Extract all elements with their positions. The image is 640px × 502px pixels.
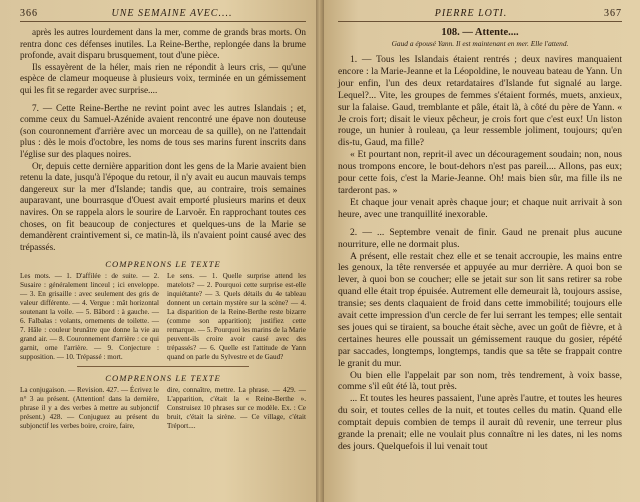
right-para-3: Et chaque jour venait après chaque jour; et chaque nuit arrivait à son heure, avec une tranquillité inexorable. bbox=[338, 196, 622, 220]
left-para-1: après les autres lourdement dans la mer, comme de grands bras morts. On rentra donc ces défenses inutiles. La Reine-Berthe, replongée dans la brume profonde, avait disparu brusquement, tout d'une pièce. bbox=[20, 27, 306, 61]
left-running-head bbox=[20, 8, 306, 22]
right-para-7: ... Et toutes les heures passaient, l'une après l'autre, et toutes les heures du soir, et toutes celles de la nuit, et toutes celles du matin. Quand elle comptait depuis combien de temps il aurait dû revenir, une terreur plus grande la prenait; elle ne voulait plus connaître ni les dates, ni les noms des jours. Quelquefois il lui venait tout bbox=[338, 393, 622, 452]
book-gutter bbox=[316, 0, 324, 502]
exercises-columns-1 bbox=[20, 272, 306, 362]
right-para-5: A présent, elle restait chez elle et se tenait accroupie, les mains entre les genoux, la tête renversée et appuyée au mur derrière. A quoi bon se lever, à quoi bon se coucher; elle se jetait sur son lit sans retirer sa robe quand elle était trop épuisée. Autrement elle demeurait là, toujours assise, transie; ses dents claquaient de froid dans cette immobilité; toujours elle avait cette impression d'un cercle de fer lui serrant les tempes; elle sentait ses joues qui se tiraient, sa bouche était sèche, avec un goût de fièvre, et à certaines heures elle poussait un gémissement rauque du gosier, répété par saccades, longtemps, longtemps, tandis que sa tête se frappait contre le granit du mur. bbox=[338, 250, 622, 369]
vocabulary-notes: Les mots. — 1. D'affilée : de suite. — 2. Susaire : généralement linceul ; ici enveloppe. — 3. En grisaille : avec seulement des gris de valeur différente. — 4. Vergue : mât horizontal soutenant la voile. — 5. Bâbord : à gauche. — 6. Falbalas : volants, ornements de toilette. — 7. Hâle : couleur brunâtre que donne la vie au grand air. — 8. Couronnement d'arrière : ce qui garnit, orne l'arrière. — 9. Conjecture : supposition. — 10. Trépassé : mort. bbox=[20, 272, 159, 362]
right-para-4: 2. — ... Septembre venait de finir. Gaud ne prenait plus aucune nourriture, elle ne dormait plus. bbox=[338, 226, 622, 250]
left-para-4: Or, depuis cette dernière apparition dont les gens de la Marie avaient bien retenu la date, jusqu'à l'époque du retour, il n'y avait eu aucun mauvais temps dangereux sur la mer d'Islande; tandis que, au contraire, trois semaines auparavant, une bourrasque d'Ouest avait emporté plusieurs marins et deux navires. On se rappela alors le sourire de Larvoër. En rapprochant toutes ces choses, on fit beaucoup de conjectures et quelques-uns de la Marie se demandèrent craintivement si, ce matin-là, ils n'avaient point causé avec des trépassés. bbox=[20, 160, 306, 252]
chapter-subtitle: Gaud a épousé Yann. Il est maintenant en mer. Elle l'attend. bbox=[391, 39, 569, 48]
right-running-head bbox=[338, 8, 622, 22]
sentence-exercise: dire, connaître, mettre. La phrase. — 429. — L'apparition, c'était la « Reine-Berthe ». Construisez 10 phrases sur ce modèle. Ex. : Ce bruit, c'était la sirène. — Ce village, c'était Tréport.... bbox=[167, 386, 306, 431]
right-para-1: 1. — Tous les Islandais étaient rentrés ; deux navires manquaient encore : la Marie-Jeanne et la Léopoldine, le nouveau bateau de Yann. Un jour enfin, l'un des deux retardataires d'Islande fut signalé au large. Lequel?... Vite, les groupes de femmes s'étaient formés, muets, anxieux, sur la falaise. Gaud, tremblante et pâle, était là, à côté du père de Yann. « Je crois fort; disait le vieux pêcheur, je crois fort que c'est eux! Un liston rouge, un hunier à rouleau, ça leur ressemble joliment, toujours; qu'en dis-tu, Gaud, ma fille? bbox=[338, 54, 622, 149]
left-running-title: UNE SEMAINE AVEC.... bbox=[111, 8, 233, 19]
right-para-6: Ou bien elle l'appelait par son nom, très tendrement, à voix basse, comme s'il eût été là, tout près. bbox=[338, 369, 622, 393]
meaning-questions: Le sens. — 1. Quelle surprise attend les matelots? — 2. Pourquoi cette surprise est-elle inquiétante? — 3. Quels détails du 4e tableau donnent un certain mystère sur la scène? — 4. La disparition de la Reine-Berthe reste bizarre (comme son apparition); justifiez cette remarque. — 5. Pourquoi les marins de la Marie peuvent-ils croire avoir causé avec des trépassés? — 6. Quelle est l'attitude de Yann quand on parle du Sylvestre et de Gaud? bbox=[167, 272, 306, 362]
left-para-3: 7. — Cette Reine-Berthe ne revint point avec les autres Islandais ; et, comme ceux du Samuel-Azénide avaient rencontré une épave non douteuse (son couronnement d'arrière avec un morceau de sa quille), on ne l'attendait plus : dès le mois d'octobre, les noms de tous ses marins furent inscrits dans l'église sur des plaques noires. bbox=[20, 102, 306, 159]
section-title-2: COMPRENONS LE TEXTE bbox=[105, 373, 221, 384]
section-title-1: COMPRENONS LE TEXTE bbox=[105, 259, 221, 270]
right-page bbox=[320, 0, 640, 502]
right-page-number: 367 bbox=[603, 8, 622, 19]
right-running-title: PIERRE LOTI. bbox=[434, 8, 508, 19]
left-para-2: Ils essayèrent de la héler, mais rien ne répondit à leurs cris, — qu'une espèce de clameur moqueuse à plusieurs voix, terminée en un gémissement qui les fit se regarder avec surprise.... bbox=[20, 61, 306, 95]
chapter-title: 108. — Attente.... bbox=[441, 27, 519, 38]
conjugation-exercise: La conjugaison. — Revision. 427. — Écrivez le n° 3 au présent. (Attention! dans la dernière, phrase il y a des verbes à mettre au subjonctif présent.) 428. — Conjuguez au présent du subjonctif les verbes boire, croire, faire, bbox=[20, 386, 159, 431]
right-para-2: « Et pourtant non, reprit-il avec un découragement soudain; non, nous nous trompons encore, le bout-dehors n'est pas pareil.... Allons, pas eux; pour cette fois, c'est la Marie-Jeanne. Oh! mais bien sûr, ma fille ils ne tarderont pas. » bbox=[338, 149, 622, 196]
divider bbox=[77, 366, 249, 367]
left-page-number: 366 bbox=[20, 8, 38, 19]
exercises-columns-2 bbox=[20, 386, 306, 431]
